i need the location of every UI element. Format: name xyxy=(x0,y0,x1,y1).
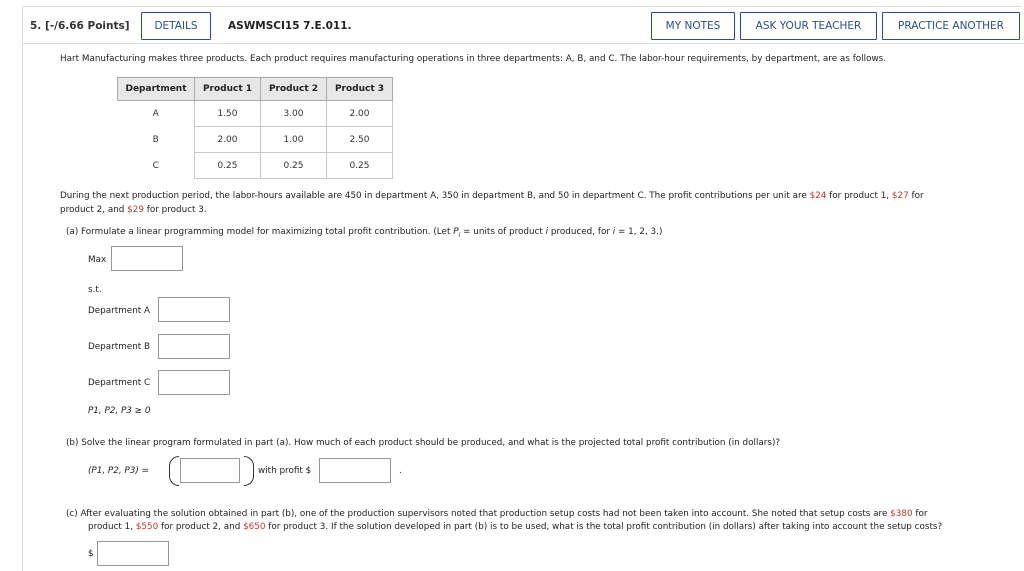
practice-another-button[interactable]: PRACTICE ANOTHER xyxy=(882,12,1020,40)
table-cell: 1.50 xyxy=(195,101,261,127)
part-a-var: i xyxy=(545,227,549,237)
part-a-text: = units of product xyxy=(460,227,546,237)
part-c-text: product 1, xyxy=(88,522,136,532)
intro-text: Hart Manufacturing makes three products. Each product requires manufacturing operations in three departments: A, B, and C. The labor-hour requirements, by department, are as follows. xyxy=(60,54,887,64)
my-notes-button[interactable]: MY NOTES xyxy=(651,12,735,40)
open-paren xyxy=(169,456,179,486)
profit-product-1: $24 xyxy=(809,191,827,201)
question-number: 5. [-/6.66 Points] xyxy=(30,20,130,32)
assignment-code: ASWMSCI15 7.E.011. xyxy=(228,20,352,32)
setup-cost-product-2: $550 xyxy=(135,522,159,532)
department-a-label: Department A xyxy=(88,306,151,316)
part-a-text: = 1, 2, 3.) xyxy=(615,227,663,237)
part-c-line-1 xyxy=(66,509,927,519)
st-label: s.t. xyxy=(88,285,102,295)
production-text: for xyxy=(908,191,924,201)
profit-label: with profit $ xyxy=(258,466,312,476)
labor-hours-table xyxy=(117,77,393,179)
objective-input[interactable] xyxy=(111,246,183,271)
table-cell: 2.50 xyxy=(327,127,393,153)
profit-input[interactable] xyxy=(319,458,391,483)
part-a-text: (a) Formulate a linear programming model for maximizing total profit contribution. (Let xyxy=(66,227,454,237)
profit-product-2: $27 xyxy=(891,191,909,201)
production-text: product 2, and xyxy=(60,205,128,215)
max-label: Max xyxy=(88,255,107,265)
table-cell: A xyxy=(118,101,195,127)
production-text-line-1 xyxy=(60,191,924,201)
part-a-text: produced, for xyxy=(548,227,613,237)
setup-cost-product-3: $650 xyxy=(243,522,266,532)
production-text: for product 1, xyxy=(826,191,892,201)
col-header-product-2: Product 2 xyxy=(261,78,327,101)
period: . xyxy=(399,466,402,476)
table-cell: 3.00 xyxy=(261,101,327,127)
col-header-department: Department xyxy=(118,78,195,101)
setup-cost-product-1: $380 xyxy=(890,509,913,519)
table-header-row xyxy=(118,78,393,101)
details-button[interactable]: DETAILS xyxy=(141,12,211,40)
part-c-text: for product 3. If the solution developed in part (b) is to be used, what is the total profit contribution (in dollars) after taking into account the setup costs? xyxy=(265,522,943,532)
col-header-product-3: Product 3 xyxy=(327,78,393,101)
constraint-c-input[interactable] xyxy=(158,370,230,395)
part-c-text: for xyxy=(912,509,928,519)
table-row xyxy=(118,153,393,179)
dollar-sign: $ xyxy=(88,549,94,559)
table-cell: 1.00 xyxy=(261,127,327,153)
department-c-label: Department C xyxy=(88,378,151,388)
solution-tuple-label: (P1, P2, P3) = xyxy=(88,466,149,476)
department-b-label: Department B xyxy=(88,342,151,352)
solution-tuple-input[interactable] xyxy=(180,458,240,483)
constraint-a-input[interactable] xyxy=(158,297,230,322)
setup-adjusted-profit-input[interactable] xyxy=(97,541,169,566)
profit-product-3: $29 xyxy=(127,205,144,215)
table-cell: 0.25 xyxy=(261,153,327,179)
col-header-product-1: Product 1 xyxy=(195,78,261,101)
table-cell: 0.25 xyxy=(195,153,261,179)
part-a-var: P xyxy=(453,227,459,237)
production-text: for product 3. xyxy=(143,205,207,215)
table-cell: 0.25 xyxy=(327,153,393,179)
table-row xyxy=(118,101,393,127)
part-a-prompt xyxy=(66,227,662,239)
production-text: During the next production period, the labor-hours available are 450 in department A, 350 in department B, and 50 in department C. The profit contributions per unit are xyxy=(60,191,810,201)
table-cell: B xyxy=(118,127,195,153)
part-b-prompt: (b) Solve the linear program formulated in part (a). How much of each product should be produced, and what is the projected total profit contribution (in dollars)? xyxy=(66,438,781,448)
nonnegativity-constraint: P1, P2, P3 ≥ 0 xyxy=(88,406,151,416)
ask-teacher-button[interactable]: ASK YOUR TEACHER xyxy=(740,12,877,40)
part-a-var: i xyxy=(612,227,616,237)
part-c-text: (c) After evaluating the solution obtained in part (b), one of the production supervisors noted that production setup costs had not been taken into account. She noted that setup costs are xyxy=(66,509,891,519)
table-cell: 2.00 xyxy=(327,101,393,127)
production-text-line-2 xyxy=(60,205,207,215)
part-a-sub: i xyxy=(458,230,461,239)
table-cell: C xyxy=(118,153,195,179)
part-c-text: for product 2, and xyxy=(158,522,244,532)
constraint-b-input[interactable] xyxy=(158,334,230,359)
table-cell: 2.00 xyxy=(195,127,261,153)
table-row xyxy=(118,127,393,153)
part-c-line-2 xyxy=(88,522,942,532)
